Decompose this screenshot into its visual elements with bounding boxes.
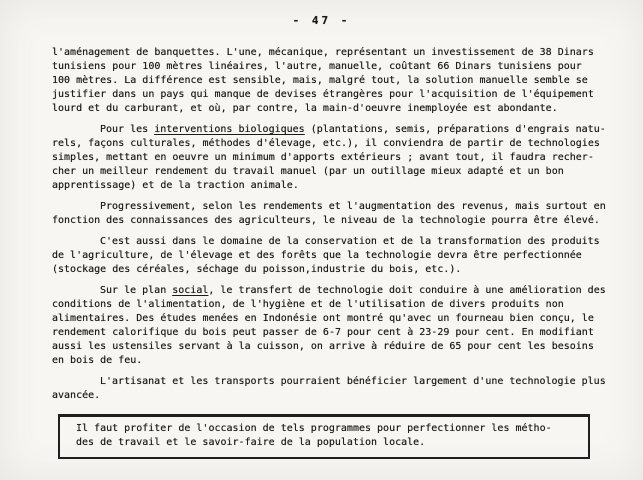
text-segment: simples, mettant en oeuvre un minimum d'apports extérieurs ; avant tout, il faudra recher- <box>52 152 594 163</box>
text-segment: (stockage des céréales, séchage du poisson,industrie du bois, etc.). <box>52 264 462 275</box>
text-segment: C'est aussi dans le domaine de la conservation et de la transformation des produits <box>100 236 600 247</box>
text-line <box>76 422 580 436</box>
document-body <box>52 46 609 403</box>
text-segment: Progressivement, selon les rendements et l'augmentation des revenus, mais surtout en <box>100 201 606 212</box>
text-segment: en bois de feu. <box>52 355 143 366</box>
paragraph <box>52 46 609 116</box>
boxed-note <box>58 414 590 459</box>
paragraph <box>52 235 609 277</box>
text-line <box>52 214 609 228</box>
text-segment: Il faut profiter de l'occasion de tels programmes pour perfectionner les métho- <box>76 423 552 434</box>
text-segment: alimentaires. Des études menées en Indonésie ont montré qu'avec un fourneau bien conçu, le <box>52 313 594 324</box>
text-line <box>52 354 609 368</box>
text-line <box>52 60 609 74</box>
text-line <box>52 179 609 193</box>
text-segment: , le transfert de technologie doit conduire à une amélioration des <box>208 285 606 296</box>
underlined-text: social <box>172 285 209 296</box>
text-line <box>52 102 609 116</box>
text-segment: rels, façons culturales, méthodes d'élevage, etc.), il conviendra de partir de technologies <box>52 138 600 149</box>
text-segment: (plantations, semis, préparations d'engrais natu- <box>304 124 606 135</box>
text-segment: rendement calorifique du bois peut passer de 6-7 pour cent à 23-29 pour cent. En modifiant <box>52 327 594 338</box>
text-segment: cher un meilleur rendement du travail manuel (par un outillage mieux adapté et un bon <box>52 166 564 177</box>
text-segment: Pour les <box>100 124 155 135</box>
text-line <box>52 123 609 137</box>
text-segment: de l'agriculture, de l'élevage et des forêts que la technologie devra être perfectionnée <box>52 250 582 261</box>
text-segment: fonction des connaissances des agriculteurs, le niveau de la technologie pourra être élevé. <box>52 215 600 226</box>
text-line <box>52 298 609 312</box>
text-segment: apprentissage) et de la traction animale. <box>52 180 299 191</box>
text-line <box>52 326 609 340</box>
text-segment: justifier dans un pays qui manque de devises étrangères pour l'acquisition de l'équipement <box>52 89 594 100</box>
text-segment: des de travail et le savoir-faire de la population locale. <box>76 437 426 448</box>
text-segment: l'aménagement de banquettes. L'une, mécanique, représentant un investissement de 38 Dinars <box>52 47 594 58</box>
paragraph <box>52 123 609 193</box>
text-line <box>52 88 609 102</box>
text-segment: lourd et du carburant, et où, par contre, la main-d'oeuvre inemployée est abondante. <box>52 103 558 114</box>
text-line <box>52 200 609 214</box>
text-line <box>52 284 609 298</box>
text-segment: tunisiens pour 100 mètres linéaires, l'autre, manuelle, coûtant 66 Dinars tunisiens pour <box>52 61 582 72</box>
text-segment: L'artisanat et les transports pourraient bénéficier largement d'une technologie plus <box>100 376 606 387</box>
page-number: - 47 - <box>292 14 351 27</box>
text-line <box>52 235 609 249</box>
text-segment: avancée. <box>52 390 101 401</box>
underlined-text: interventions biologiques <box>154 124 305 135</box>
text-line <box>52 137 609 151</box>
paragraph <box>52 200 609 228</box>
text-line <box>52 165 609 179</box>
text-line <box>52 151 609 165</box>
text-segment: 100 mètres. La différence est sensible, mais, malgré tout, la solution manuelle semble se <box>52 75 588 86</box>
text-segment: Sur le plan <box>100 285 173 296</box>
text-line <box>52 46 609 60</box>
text-line <box>52 312 609 326</box>
text-line <box>52 375 609 389</box>
text-line <box>52 249 609 263</box>
text-line <box>52 389 609 403</box>
text-line <box>76 436 580 450</box>
text-line <box>52 263 609 277</box>
text-line <box>52 340 609 354</box>
paragraph <box>52 284 609 368</box>
text-segment: conditions de l'alimentation, de l'hygiène et de l'utilisation de divers produits non <box>52 299 564 310</box>
paragraph <box>52 375 609 403</box>
text-line <box>52 74 609 88</box>
text-segment: aussi les ustensiles servant à la cuisson, on arrive à réduire de 65 pour cent les besoins <box>52 341 594 352</box>
